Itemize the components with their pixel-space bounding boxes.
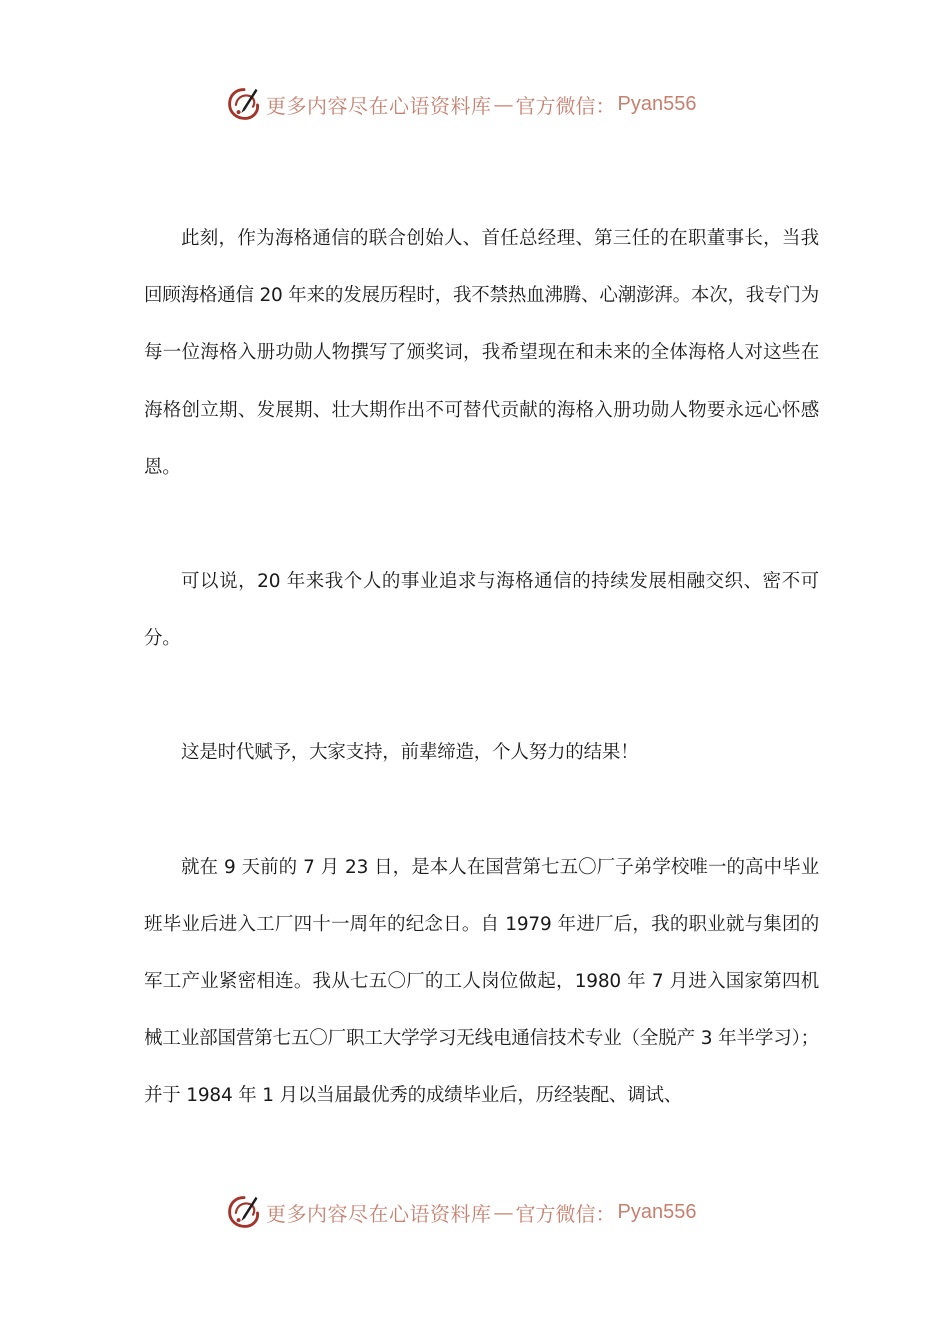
banner-separator: — xyxy=(493,92,514,116)
pen-swirl-logo-icon xyxy=(226,86,262,122)
paragraph-2: 可以说，20 年来我个人的事业追求与海格通信的持续发展相融交织、密不可分。 xyxy=(144,571,819,650)
banner-text: 更多内容尽在心语资料库 xyxy=(266,93,492,118)
wechat-id: Pyan556 xyxy=(617,1200,697,1223)
wechat-label: 官方微信： xyxy=(515,1201,616,1226)
banner-text: 更多内容尽在心语资料库 xyxy=(266,1201,492,1226)
document-body xyxy=(144,210,819,1125)
pen-swirl-logo-icon xyxy=(226,1194,262,1230)
paragraph-1: 此刻，作为海格通信的联合创始人、首任总经理、第三任的在职董事长，当我回顾海格通信 20 年来的发展历程时，我不禁热血沸腾、心潮澎湃。本次，我专门为每一位海格入册功勋人物撰写了颁奖词，我希望现在和未来的全体海格人对这些在海格创立期、发展期、壮大期作出不可替代贡献的海格入册功勋人物要永远心怀感恩。 xyxy=(144,228,820,478)
footer-banner xyxy=(226,1192,696,1232)
wechat-label: 官方微信： xyxy=(515,93,616,118)
banner-separator: — xyxy=(493,1200,514,1224)
wechat-id: Pyan556 xyxy=(617,92,697,115)
paragraph-3: 这是时代赋予，大家支持，前辈缔造，个人努力的结果！ xyxy=(181,742,639,764)
paragraph-4: 就在 9 天前的 7 月 23 日，是本人在国营第七五〇厂子弟学校唯一的高中毕业班毕业后进入工厂四十一周年的纪念日。自 1979 年进厂后，我的职业就与集团的军工产业紧密相连。我从七五〇厂的工人岗位做起，1980 年 7 月进入国家第四机械工业部国营第七五〇厂职工大学学习无线电通信技术专业（全脱产 3 年半学习）；并于 1984 年 1 月以当届最优秀的成绩毕业后，历经装配、调试、 xyxy=(144,856,819,1107)
header-banner xyxy=(226,84,696,124)
